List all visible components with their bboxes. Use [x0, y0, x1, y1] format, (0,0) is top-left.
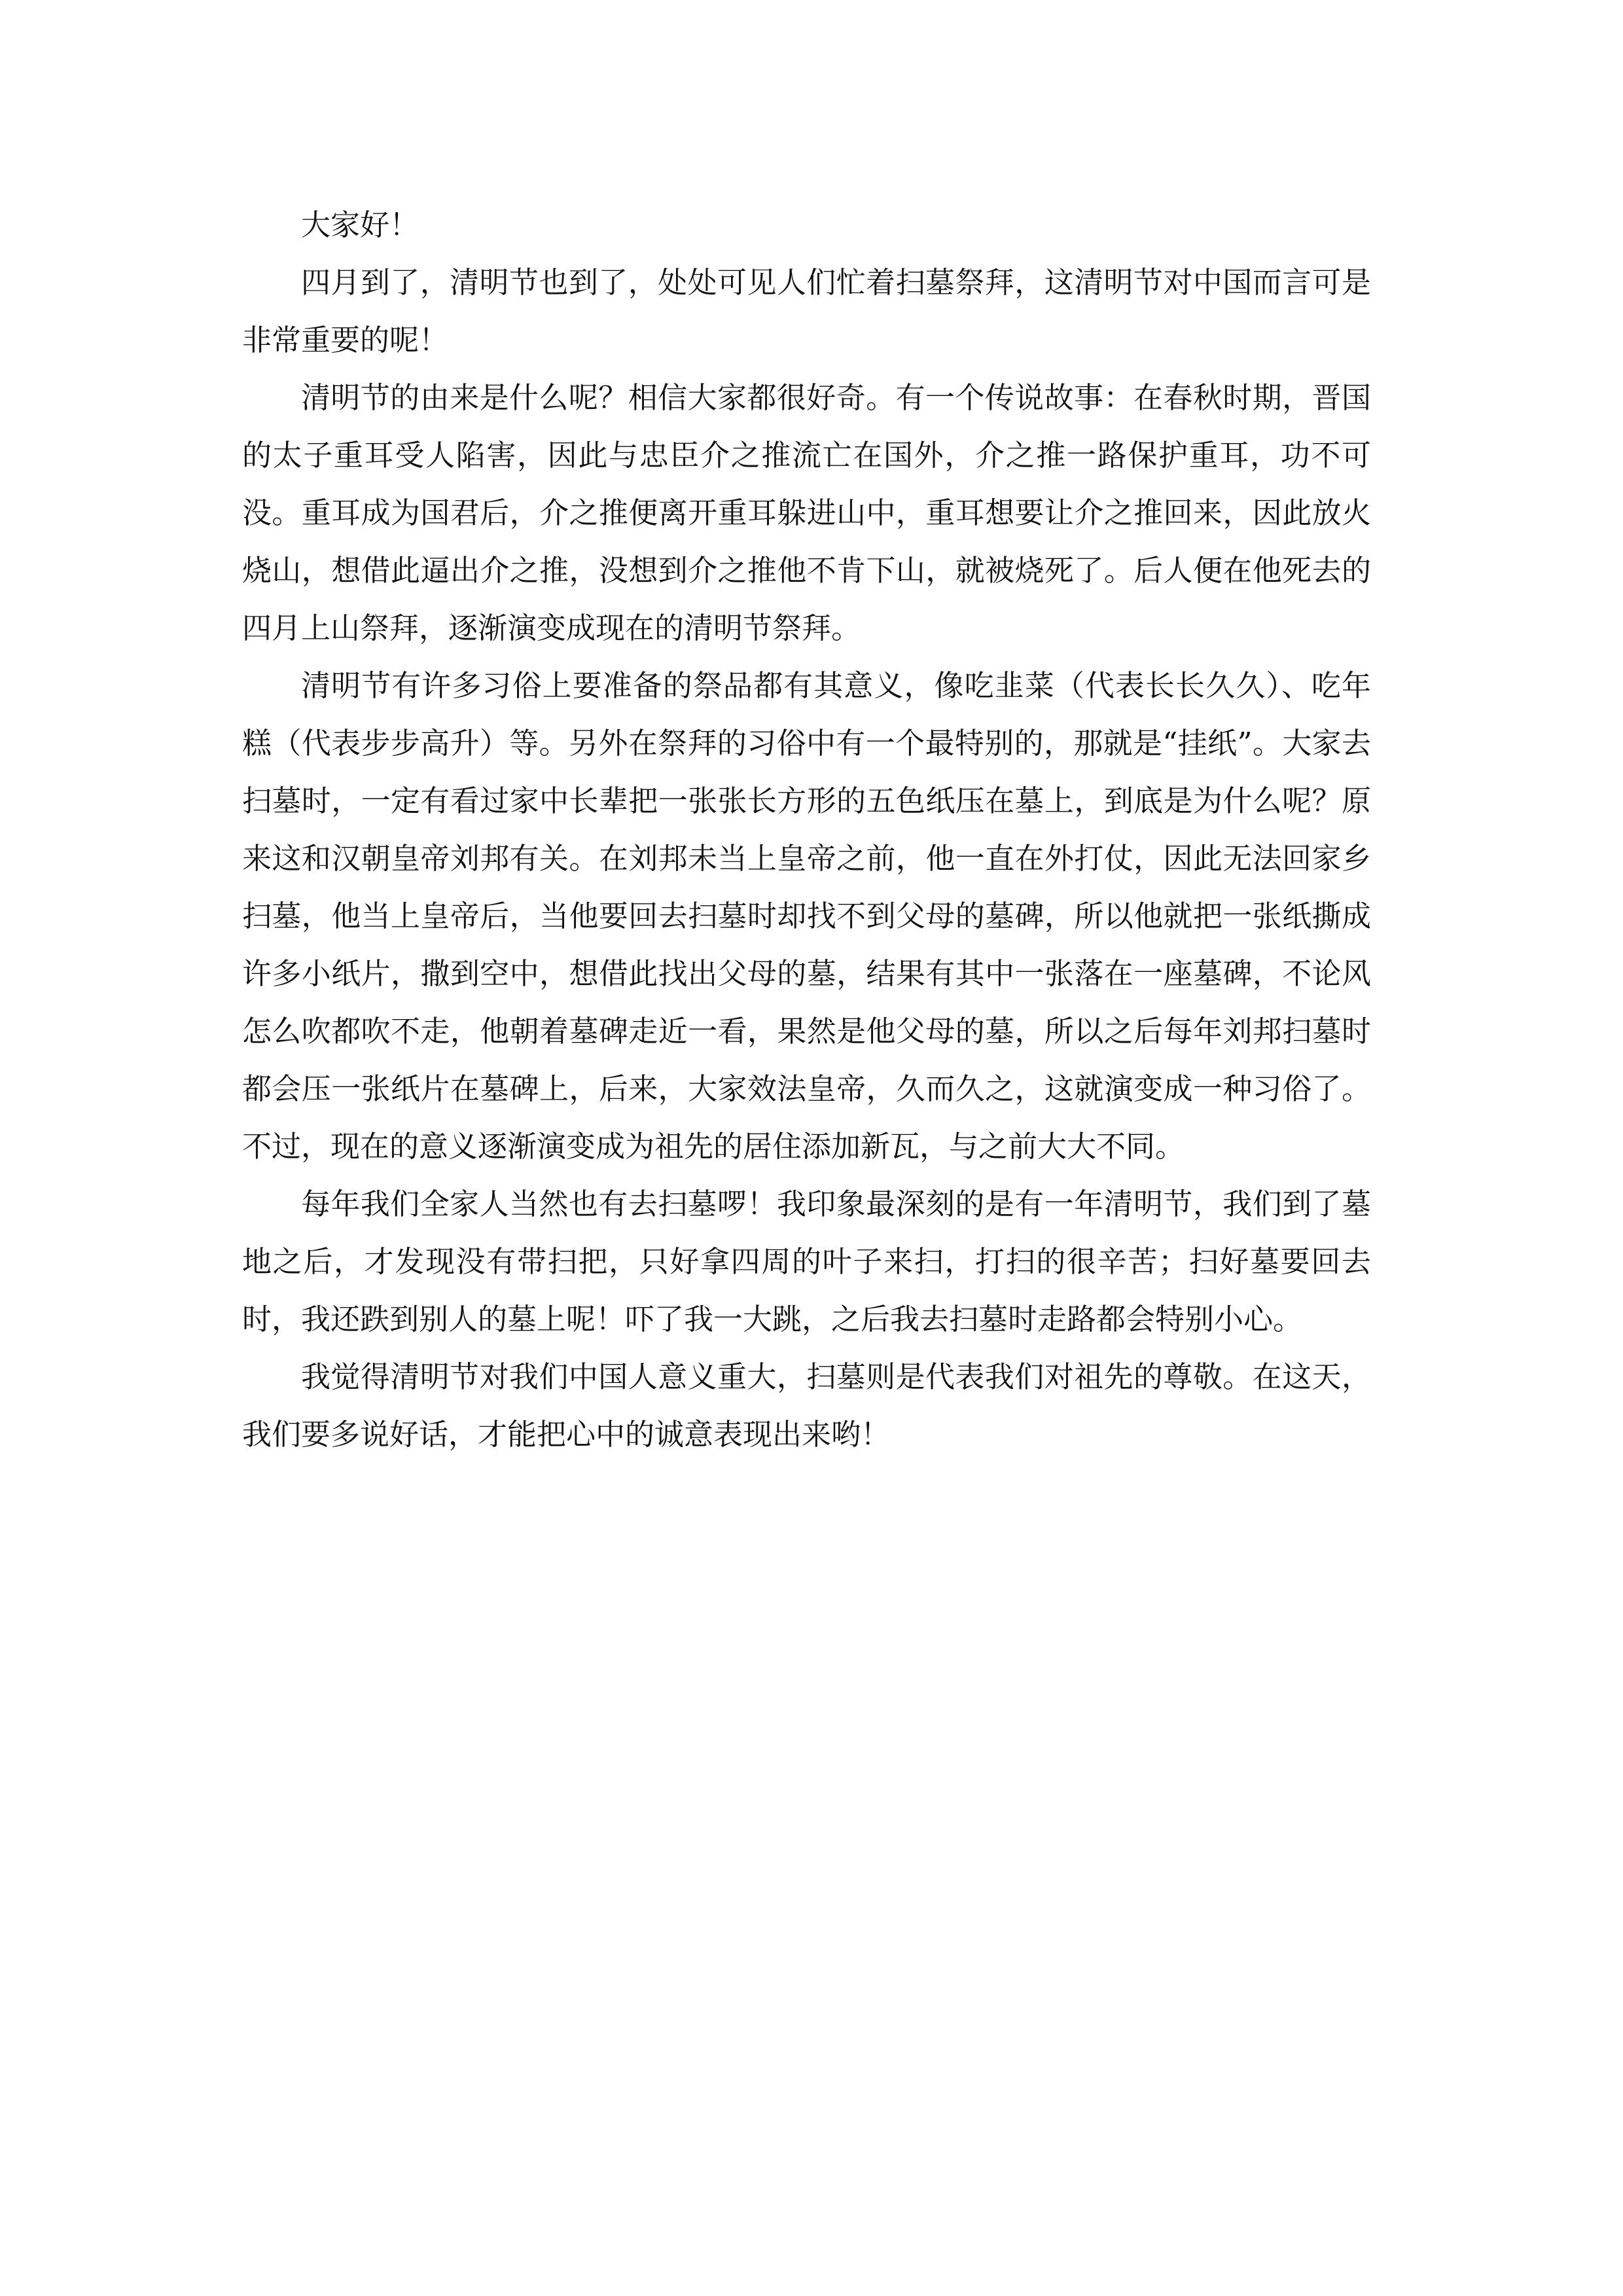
paragraph-conclusion: 我觉得清明节对我们中国人意义重大，扫墓则是代表我们对祖先的尊敬。在这天，我们要多说好话，才能把心中的诚意表现出来哟！	[242, 1359, 1371, 1452]
paragraph-intro: 四月到了，清明节也到了，处处可见人们忙着扫墓祭拜，这清明节对中国而言可是非常重要的呢！	[242, 265, 1371, 357]
paragraph-greeting: 大家好！	[301, 207, 419, 242]
paragraph-customs: 清明节有许多习俗上要准备的祭品都有其意义，像吃韭菜（代表长长久久）、吃年糕（代表步步高升）等。另外在祭拜的习俗中有一个最特别的，那就是“挂纸”。大家去扫墓时，一定有看过家中长辈把一张张长方形的五色纸压在墓上，到底是为什么呢？原来这和汉朝皇帝刘邦有关。在刘邦未当上皇帝之前，他一直在外打仗，因此无法回家乡扫墓，他当上皇帝后，当他要回去扫墓时却找不到父母的墓碑，所以他就把一张纸撕成许多小纸片，撒到空中，想借此找出父母的墓，结果有其中一张落在一座墓碑，不论风怎么吹都吹不走，他朝着墓碑走近一看，果然是他父母的墓，所以之后每年刘邦扫墓时都会压一张纸片在墓碑上，后来，大家效法皇帝，久而久之，这就演变成一种习俗了。不过，现在的意义逐渐演变成为祖先的居住添加新瓦，与之前大大不同。	[242, 668, 1371, 1164]
document-body	[242, 196, 1371, 1463]
paragraph-origin: 清明节的由来是什么呢？相信大家都很好奇。有一个传说故事：在春秋时期，晋国的太子重耳受人陷害，因此与忠臣介之推流亡在国外，介之推一路保护重耳，功不可没。重耳成为国君后，介之推便离开重耳躲进山中，重耳想要让介之推回来，因此放火烧山，想借此逼出介之推，没想到介之推他不肯下山，就被烧死了。后人便在他死去的四月上山祭拜，逐渐演变成现在的清明节祭拜。	[242, 380, 1371, 645]
paragraph-experience: 每年我们全家人当然也有去扫墓啰！我印象最深刻的是有一年清明节，我们到了墓地之后，才发现没有带扫把，只好拿四周的叶子来扫，打扫的很辛苦；扫好墓要回去时，我还跌到别人的墓上呢！吓了我一大跳，之后我去扫墓时走路都会特别小心。	[242, 1187, 1371, 1336]
